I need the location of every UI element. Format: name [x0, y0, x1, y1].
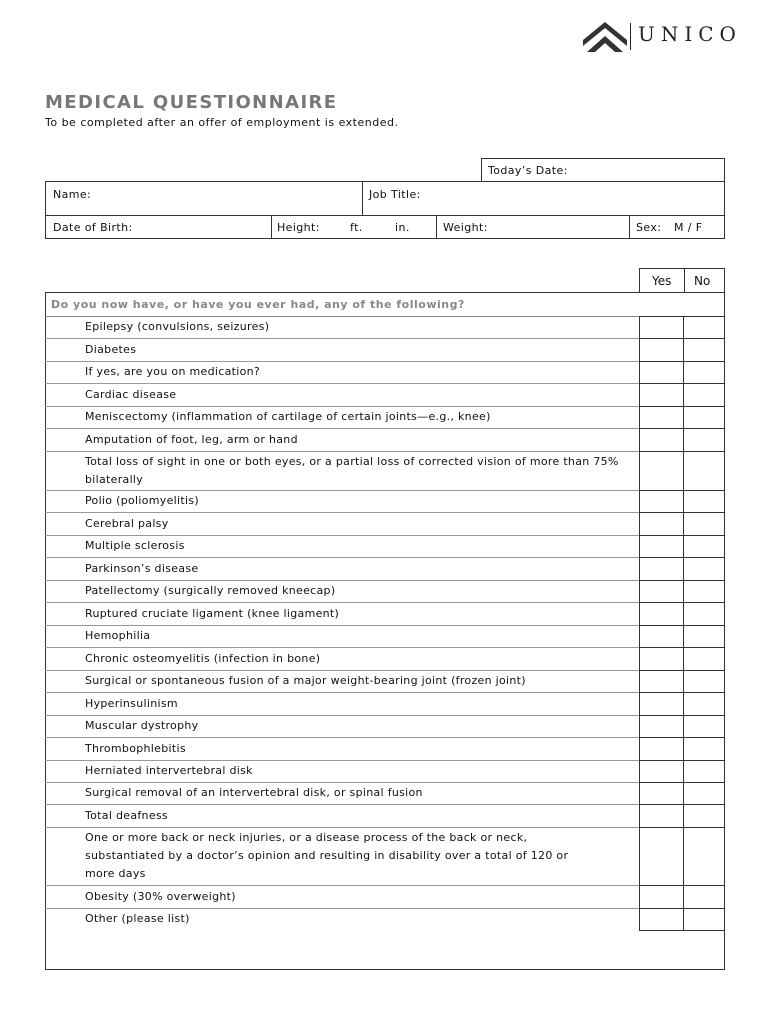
question-text-line: Obesity (30% overweight): [85, 890, 236, 903]
no-checkbox[interactable]: [683, 737, 725, 761]
yes-checkbox[interactable]: [639, 625, 684, 648]
no-checkbox[interactable]: [683, 490, 725, 513]
no-checkbox[interactable]: [683, 361, 725, 384]
question-text-line: Other (please list): [85, 912, 190, 925]
yes-checkbox[interactable]: [639, 451, 684, 491]
question-text-line: Chronic osteomyelitis (infection in bone): [85, 652, 321, 665]
question-text: [85, 431, 298, 449]
yes-checkbox[interactable]: [639, 580, 684, 603]
section-heading: Do you now have, or have you ever had, any of the following?: [51, 298, 465, 311]
question-text-line: Hemophilia: [85, 629, 151, 642]
yes-checkbox[interactable]: [639, 715, 684, 738]
question-text: [85, 784, 423, 802]
dob-label: Date of Birth:: [53, 221, 133, 234]
no-checkbox[interactable]: [683, 428, 725, 452]
sex-options: M / F: [674, 221, 703, 234]
question-text-line: Surgical removal of an intervertebral disk, or spinal fusion: [85, 786, 423, 799]
question-row: [45, 316, 725, 338]
no-checkbox[interactable]: [683, 692, 725, 716]
question-text-line: Diabetes: [85, 343, 137, 356]
question-row: [45, 602, 725, 625]
logo-wordmark: UNICO: [638, 22, 742, 46]
todays-date-label: Today’s Date:: [488, 164, 568, 177]
question-row: [45, 451, 725, 490]
no-checkbox[interactable]: [683, 827, 725, 886]
question-text-line: bilaterally: [85, 473, 144, 486]
question-row: [45, 361, 725, 383]
page-subtitle: To be completed after an offer of employment is extended.: [45, 116, 399, 129]
job-title-label: Job Title:: [369, 188, 421, 201]
yes-no-header: [639, 268, 725, 293]
question-text-line: Ruptured cruciate ligament (knee ligament): [85, 607, 340, 620]
question-text-line: Cardiac disease: [85, 388, 177, 401]
no-checkbox[interactable]: [683, 557, 725, 581]
question-row: [45, 338, 725, 361]
no-checkbox[interactable]: [683, 760, 725, 783]
no-checkbox[interactable]: [683, 782, 725, 805]
personal-info-box: [45, 181, 725, 239]
question-row: [45, 760, 725, 782]
question-text: [85, 515, 169, 533]
dob-field[interactable]: [46, 216, 271, 238]
question-text-line: One or more back or neck injuries, or a disease process of the back or neck,: [85, 831, 528, 844]
yes-checkbox[interactable]: [639, 383, 684, 407]
no-column-header: No: [694, 274, 711, 288]
yes-column-header: Yes: [652, 274, 672, 288]
todays-date-field[interactable]: [481, 158, 725, 182]
question-text: [85, 560, 198, 578]
name-label: Name:: [53, 188, 92, 201]
weight-field[interactable]: [437, 216, 629, 238]
question-row: [45, 406, 725, 428]
question-text-line: Hyperinsulinism: [85, 697, 178, 710]
yes-checkbox[interactable]: [639, 737, 684, 761]
questionnaire-table: [45, 268, 725, 970]
question-text: [85, 453, 619, 489]
question-text: [85, 408, 491, 426]
no-checkbox[interactable]: [683, 535, 725, 558]
question-text: [85, 807, 168, 825]
yes-checkbox[interactable]: [639, 428, 684, 452]
yes-checkbox[interactable]: [639, 885, 684, 909]
no-checkbox[interactable]: [683, 512, 725, 536]
no-checkbox[interactable]: [683, 670, 725, 693]
question-row: [45, 670, 725, 692]
no-checkbox[interactable]: [683, 383, 725, 407]
question-text: [85, 363, 260, 381]
question-row: [45, 428, 725, 451]
yes-checkbox[interactable]: [639, 490, 684, 513]
question-row: [45, 490, 725, 512]
question-text-line: Parkinson’s disease: [85, 562, 199, 575]
question-text-line: Thrombophlebitis: [85, 742, 186, 755]
question-text-line: Polio (poliomyelitis): [85, 494, 199, 507]
yes-no-divider: [684, 269, 685, 292]
question-text: [85, 740, 186, 758]
question-text: [85, 582, 335, 600]
yes-checkbox[interactable]: [639, 692, 684, 716]
question-text: [85, 672, 526, 690]
question-text: [85, 537, 185, 555]
height-label: Height:: [277, 221, 320, 234]
no-checkbox[interactable]: [683, 885, 725, 909]
unico-logo: [583, 20, 748, 52]
question-text-line: Herniated intervertebral disk: [85, 764, 253, 777]
question-text: [85, 386, 176, 404]
unico-chevron-icon: [583, 20, 627, 52]
question-text-line: Surgical or spontaneous fusion of a major weight-bearing joint (frozen joint): [85, 674, 526, 687]
name-field[interactable]: [46, 182, 362, 215]
question-row: [45, 580, 725, 602]
no-checkbox[interactable]: [683, 908, 725, 931]
question-text-line: substantiated by a doctor’s opinion and resulting in disability over a total of 120 or: [85, 849, 569, 862]
question-row: [45, 885, 725, 908]
question-text: [85, 627, 150, 645]
question-row: [45, 737, 725, 760]
yes-checkbox[interactable]: [639, 361, 684, 384]
question-text: [85, 695, 178, 713]
question-text-line: Epilepsy (convulsions, seizures): [85, 320, 270, 333]
sex-field[interactable]: [630, 216, 724, 238]
question-text-line: more days: [85, 867, 146, 880]
question-row: [45, 512, 725, 535]
height-field[interactable]: [272, 216, 436, 238]
no-checkbox[interactable]: [683, 715, 725, 738]
question-text: [85, 605, 339, 623]
yes-checkbox[interactable]: [639, 670, 684, 693]
yes-checkbox[interactable]: [639, 512, 684, 536]
question-row: [45, 535, 725, 557]
logo-divider: [630, 23, 631, 50]
question-row: [45, 647, 725, 670]
yes-checkbox[interactable]: [639, 908, 684, 931]
question-text: [85, 492, 199, 510]
question-text: [85, 762, 253, 780]
question-text-line: Multiple sclerosis: [85, 539, 185, 552]
weight-label: Weight:: [443, 221, 488, 234]
question-row: [45, 827, 725, 885]
question-row: [45, 383, 725, 406]
question-text-line: Total deafness: [85, 809, 168, 822]
no-checkbox[interactable]: [683, 406, 725, 429]
yes-checkbox[interactable]: [639, 804, 684, 828]
page-title: MEDICAL QUESTIONNAIRE: [45, 92, 338, 113]
no-checkbox[interactable]: [683, 647, 725, 671]
question-text-line: If yes, are you on medication?: [85, 365, 261, 378]
question-text: [85, 650, 320, 668]
question-text: [85, 717, 198, 735]
yes-checkbox[interactable]: [639, 535, 684, 558]
question-text: [85, 318, 269, 336]
question-text: [85, 341, 136, 359]
no-checkbox[interactable]: [683, 338, 725, 362]
yes-checkbox[interactable]: [639, 827, 684, 886]
question-text-line: Total loss of sight in one or both eyes, or a partial loss of corrected vision of more than 75%: [85, 455, 619, 468]
no-checkbox[interactable]: [683, 625, 725, 648]
yes-checkbox[interactable]: [639, 760, 684, 783]
question-row: [45, 557, 725, 580]
question-text-line: Muscular dystrophy: [85, 719, 199, 732]
job-title-field[interactable]: [363, 182, 724, 215]
question-row: [45, 908, 725, 930]
question-row: [45, 804, 725, 827]
no-checkbox[interactable]: [683, 580, 725, 603]
no-checkbox[interactable]: [683, 451, 725, 491]
question-text: [85, 910, 190, 928]
question-text-line: Amputation of foot, leg, arm or hand: [85, 433, 298, 446]
yes-checkbox[interactable]: [639, 316, 684, 339]
yes-checkbox[interactable]: [639, 602, 684, 626]
no-checkbox[interactable]: [683, 316, 725, 339]
question-text-line: Cerebral palsy: [85, 517, 169, 530]
yes-checkbox[interactable]: [639, 338, 684, 362]
no-checkbox[interactable]: [683, 602, 725, 626]
question-row: [45, 715, 725, 737]
question-row: [45, 782, 725, 804]
question-text-line: Meniscectomy (inflammation of cartilage of certain joints—e.g., knee): [85, 410, 491, 423]
yes-checkbox[interactable]: [639, 782, 684, 805]
no-checkbox[interactable]: [683, 804, 725, 828]
question-text: [85, 888, 236, 906]
yes-checkbox[interactable]: [639, 647, 684, 671]
question-text-line: Patellectomy (surgically removed kneecap): [85, 584, 336, 597]
sex-label: Sex:: [636, 221, 662, 234]
height-in-unit: in.: [395, 221, 410, 234]
yes-checkbox[interactable]: [639, 406, 684, 429]
question-row: [45, 625, 725, 647]
question-text: [85, 829, 568, 883]
yes-checkbox[interactable]: [639, 557, 684, 581]
question-row: [45, 692, 725, 715]
height-ft-unit: ft.: [350, 221, 363, 234]
